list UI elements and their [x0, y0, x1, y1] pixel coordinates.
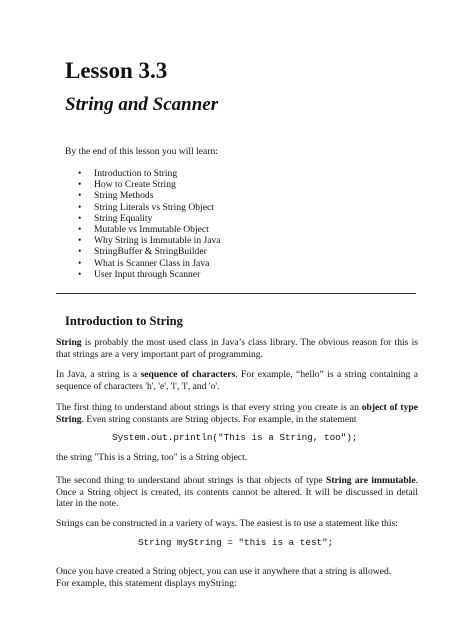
paragraph-text: . For example, “hello” is a string containing a sequence of characters 'h', 'e', 'l', 'l', and 'o'. — [56, 369, 418, 392]
list-item: • Mutable vs Immutable Object — [78, 224, 221, 235]
section-heading: Introduction to String — [65, 314, 183, 328]
paragraph-display: For example, this statement displays myString: — [56, 578, 237, 589]
list-item: • How to Create String — [78, 179, 221, 190]
learning-objectives-list — [78, 168, 221, 280]
paragraph-text: is probably the most used class in Java’s class library. The obvious reason for this is that strings are a very important part of programming. — [56, 337, 418, 360]
list-item: • What is Scanner Class in Java — [78, 258, 221, 269]
paragraph-string-usage — [56, 337, 418, 360]
paragraph-text: The second thing to understand about strings is that objects of type — [56, 475, 326, 486]
paragraph-text: . Once a String object is created, its contents cannot be altered. It will be discussed in detail later in the note. — [56, 475, 418, 510]
list-item: • String Equality — [78, 213, 221, 224]
list-item: • Why String is Immutable in Java — [78, 235, 221, 246]
code-example-println: System.out.println("This is a String, too"); — [112, 432, 358, 443]
bold-term: String are immutable — [325, 475, 416, 486]
intro-text: By the end of this lesson you will learn: — [65, 146, 218, 157]
paragraph-text: The first thing to understand about strings is that every string you create is an — [56, 402, 362, 413]
list-item: • String Literals vs String Object — [78, 202, 221, 213]
paragraph-immutable — [56, 475, 418, 510]
paragraph-text: In Java, a string is a — [56, 369, 141, 380]
bold-term: String — [56, 337, 82, 348]
paragraph-object-type — [56, 402, 418, 425]
lesson-number: Lesson 3.3 — [65, 58, 168, 83]
list-item: • User Input through Scanner — [78, 269, 221, 280]
paragraph-sequence-definition — [56, 369, 418, 392]
lesson-title: String and Scanner — [65, 94, 219, 115]
section-divider — [56, 293, 416, 294]
list-item: • String Methods — [78, 190, 221, 201]
code-example-declaration: String myString = "this is a test"; — [138, 537, 334, 548]
list-item: • Introduction to String — [78, 168, 221, 179]
bold-term: sequence of characters — [140, 369, 236, 380]
paragraph-usage: Once you have created a String object, you can use it anywhere that a string is allowed. — [56, 566, 392, 577]
paragraph-string-object: the string "This is a String, too" is a String object. — [56, 452, 248, 463]
paragraph-text: . Even string constants are String objects. For example, in the statement — [81, 413, 357, 425]
list-item: • StringBuffer & StringBuilder — [78, 246, 221, 257]
bold-term: object of type String — [56, 402, 418, 425]
paragraph-construction: Strings can be constructed in a variety of ways. The easiest is to use a statement like this: — [56, 518, 398, 529]
